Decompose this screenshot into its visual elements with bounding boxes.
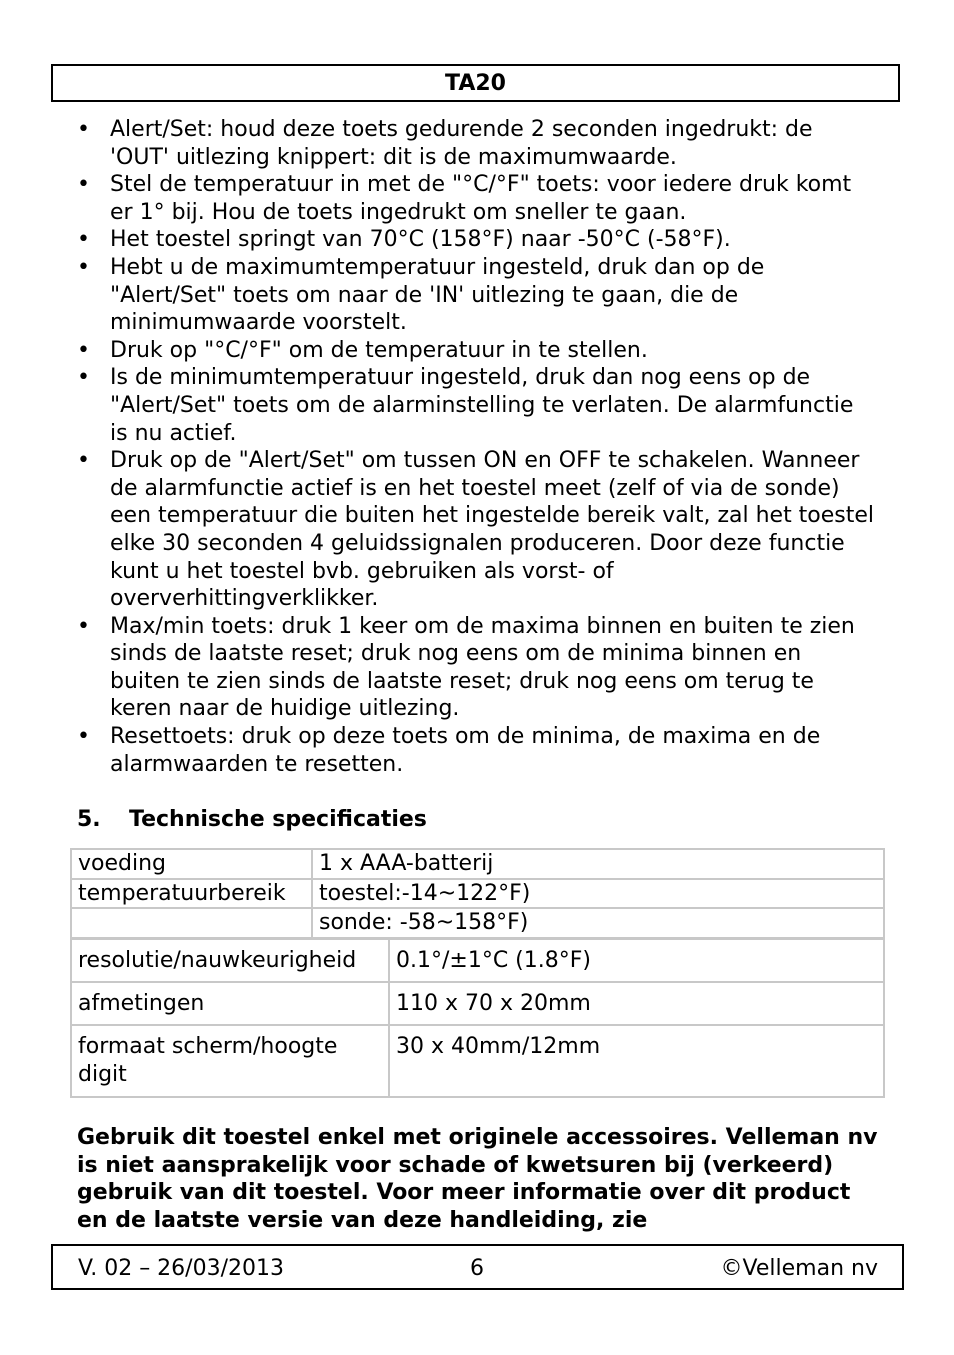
bullet-icon: • bbox=[77, 227, 90, 253]
list-item-text: Druk op "°C/°F" om de temperatuur in te stellen. bbox=[110, 337, 648, 363]
spec-label: afmetingen bbox=[71, 982, 389, 1025]
list-item bbox=[77, 447, 877, 613]
list-item-text: Hebt u de maximumtemperatuur ingesteld, druk dan op de "Alert/Set" toets om naar de 'IN' uitlezing te gaan, die de minimumwaarde voorstelt. bbox=[110, 254, 765, 336]
warning-paragraph: Gebruik dit toestel enkel met originele accessoires. Velleman nv is niet aansprakelijk voor schade of kwetsuren bij (verkeerd) gebruik van dit toestel. Voor meer informatie over dit product en de laatste versie van deze handleiding, zie bbox=[77, 1125, 878, 1233]
bullet-icon: • bbox=[77, 448, 90, 474]
spec-label bbox=[71, 908, 312, 938]
bullet-icon: • bbox=[77, 172, 90, 198]
specs-table-top bbox=[70, 848, 885, 939]
list-item bbox=[77, 116, 877, 171]
specs-table-bottom bbox=[70, 938, 885, 1098]
table-row bbox=[71, 982, 884, 1025]
list-item-text: Max/min toets: druk 1 keer om de maxima binnen en buiten te zien sinds de laatste reset; druk nog eens om de minima binnen en buiten te zien sinds de laatste reset; druk nog eens om terug te keren naar de huidige uitlezing. bbox=[110, 613, 855, 722]
instruction-list bbox=[77, 116, 877, 778]
list-item-text: Is de minimumtemperatuur ingesteld, druk dan nog eens op de "Alert/Set" toets om de alarminstelling te verlaten. De alarmfunctie is nu actief. bbox=[110, 365, 854, 446]
section-title: Technische specificaties bbox=[129, 807, 427, 832]
spec-label: voeding bbox=[71, 849, 312, 879]
spec-value: toestel:-14~122°F) bbox=[312, 879, 884, 909]
list-item-text: Resettoets: druk op deze toets om de minima, de maxima en de alarmwaarden te resetten. bbox=[110, 724, 821, 777]
list-item bbox=[77, 337, 877, 365]
list-item-text: Stel de temperatuur in met de "°C/°F" toets: voor iedere druk komt er 1° bij. Hou de toets ingedrukt om sneller te gaan. bbox=[110, 172, 852, 225]
spec-value: 1 x AAA-batterij bbox=[312, 849, 884, 879]
list-item bbox=[77, 171, 877, 226]
list-item bbox=[77, 613, 877, 723]
spec-value: 30 x 40mm/12mm bbox=[389, 1025, 884, 1097]
list-item bbox=[77, 364, 877, 447]
table-row bbox=[71, 849, 884, 879]
table-row bbox=[71, 1025, 884, 1097]
list-item-text: Alert/Set: houd deze toets gedurende 2 seconden ingedrukt: de 'OUT' uitlezing knippert: dit is de maximumwaarde. bbox=[110, 117, 813, 170]
list-item bbox=[77, 254, 877, 337]
footer-copyright: ©Velleman nv bbox=[720, 1256, 878, 1281]
spec-label: formaat scherm/hoogte digit bbox=[71, 1025, 389, 1097]
page-footer bbox=[51, 1244, 904, 1290]
section-number: 5. bbox=[77, 807, 101, 832]
list-item-text: Het toestel springt van 70°C (158°F) naar -50°C (-58°F). bbox=[110, 227, 731, 253]
bullet-icon: • bbox=[77, 365, 90, 391]
bullet-icon: • bbox=[77, 613, 90, 639]
table-row bbox=[71, 879, 884, 909]
spec-label: resolutie/nauwkeurigheid bbox=[71, 939, 389, 982]
footer-page-number: 6 bbox=[470, 1256, 484, 1281]
table-row bbox=[71, 908, 884, 938]
bullet-icon: • bbox=[77, 724, 90, 750]
header-title: TA20 bbox=[51, 64, 900, 102]
spec-value: 0.1°/±1°C (1.8°F) bbox=[389, 939, 884, 982]
table-row bbox=[71, 939, 884, 982]
bullet-icon: • bbox=[77, 337, 90, 363]
bullet-icon: • bbox=[77, 254, 90, 280]
list-item bbox=[77, 226, 877, 254]
list-item bbox=[77, 723, 877, 778]
spec-value: sonde: -58~158°F) bbox=[312, 908, 884, 938]
section-heading bbox=[77, 806, 427, 834]
bullet-icon: • bbox=[77, 117, 90, 142]
list-item-text: Druk op de "Alert/Set" om tussen ON en OFF te schakelen. Wanneer de alarmfunctie actief is en het toestel meet (zelf of via de sonde) een temperatuur die buiten het ingestelde bereik valt, zal het toestel elke 30 seconden 4 geluidssignalen produceren. Door deze functie kunt u het toestel bvb. gebruiken als vorst- of oververhittingverklikker. bbox=[110, 448, 875, 612]
spec-value: 110 x 70 x 20mm bbox=[389, 982, 884, 1025]
spec-label: temperatuurbereik bbox=[71, 879, 312, 909]
footer-version: V. 02 – 26/03/2013 bbox=[78, 1256, 284, 1281]
